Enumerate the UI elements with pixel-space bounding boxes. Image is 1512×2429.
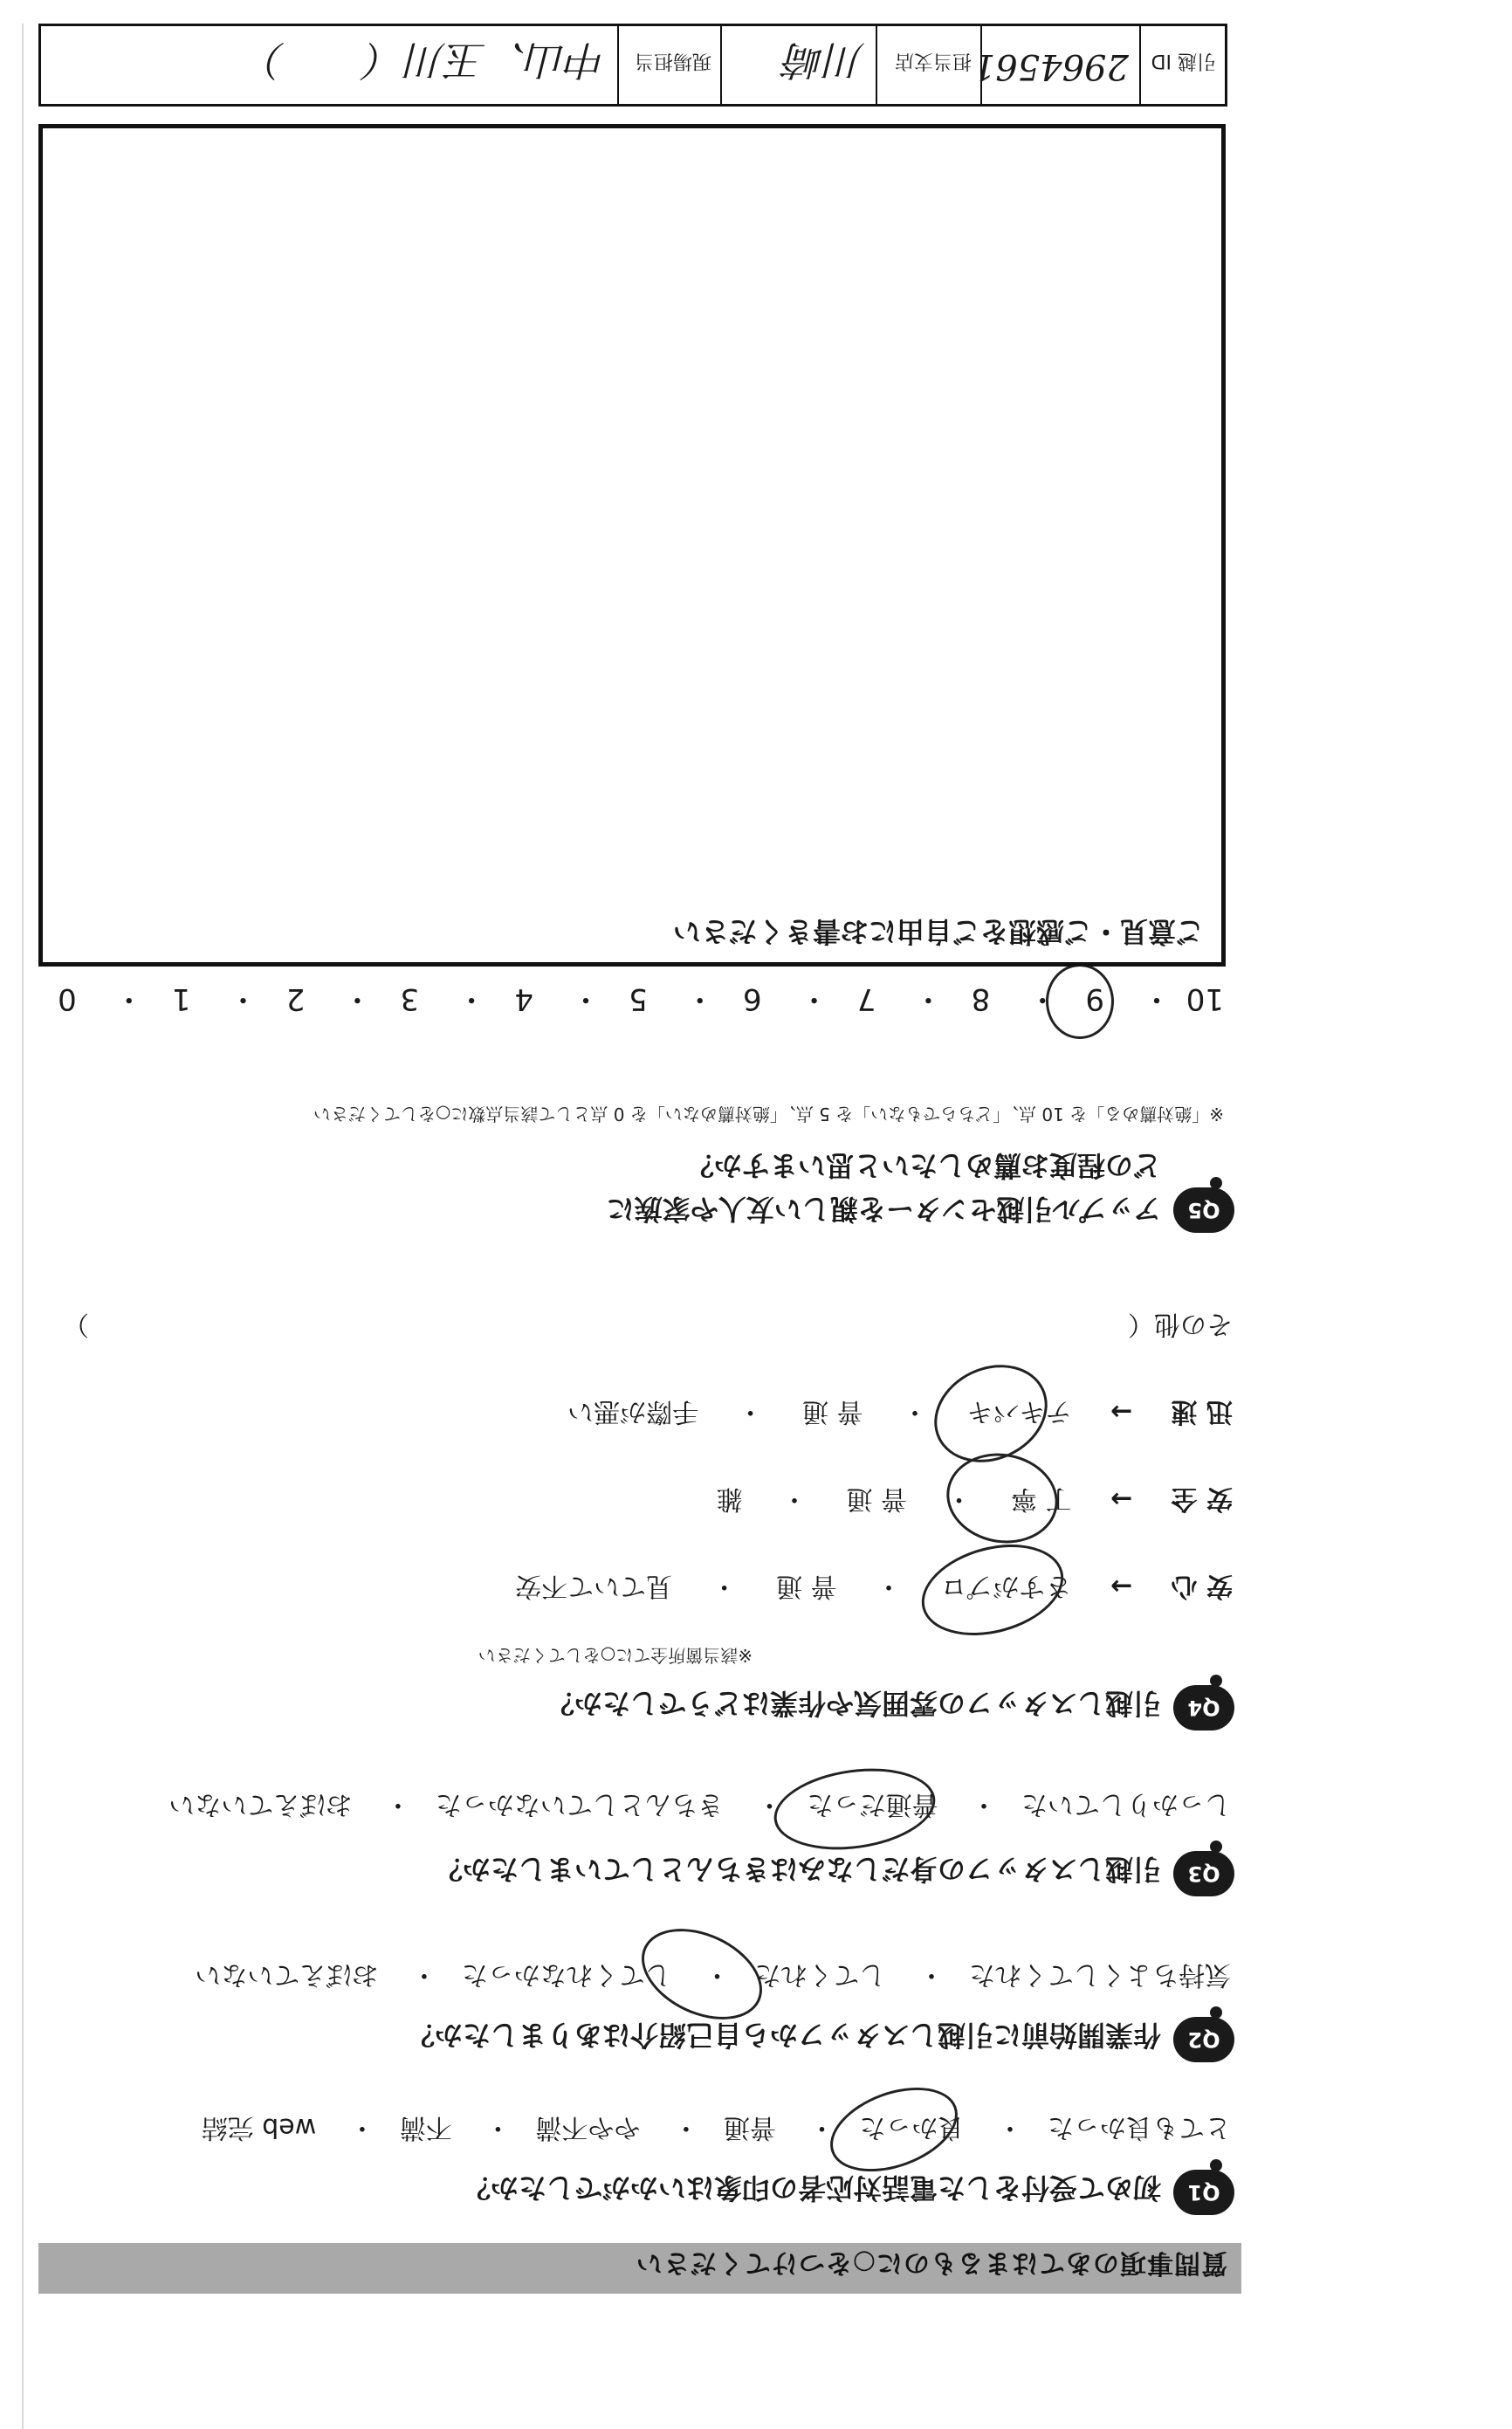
q1-option[interactable]: 良かった xyxy=(859,2112,965,2143)
q2-badge: Q2 xyxy=(1173,2017,1234,2062)
q4-option[interactable]: テキパキ xyxy=(966,1396,1072,1427)
arrow-right-icon: → xyxy=(1110,1396,1133,1427)
q2-options: 気持ちよくしてくれた・ してくれた・ してくれなかった・ おぼえていない xyxy=(195,1958,1231,1997)
q2-option[interactable]: してくれなかった xyxy=(461,1959,671,1990)
q2-option[interactable]: おぼえていない xyxy=(195,1959,379,1990)
q5-selection-mark xyxy=(1046,964,1114,1039)
q5-note: ※「絶対薦める」を 10 点、「どちらでもない」を 5 点、「絶対薦めない」を 0 点として該当点数に○をしてください xyxy=(313,1104,1224,1125)
q1-text: 初めて受付をした電話対応者の印象はいかがでしたか？ xyxy=(462,2171,1161,2205)
q1-badge: Q1 xyxy=(1173,2170,1234,2215)
q3-option[interactable]: しっかりしていた xyxy=(1021,1789,1231,1820)
q4-row-label: 安 心 xyxy=(1171,1571,1233,1601)
branch-label-cell xyxy=(876,26,980,104)
q1-option[interactable]: 不満 xyxy=(399,2112,452,2143)
q1-option[interactable]: やや不満 xyxy=(535,2112,641,2143)
q4-text: 引越しスタッフの雰囲気や作業はどうでしたか？ xyxy=(546,1687,1161,1720)
q4-option[interactable]: 丁 寧 xyxy=(1010,1483,1072,1514)
leader-label-cell xyxy=(617,26,720,104)
q1-option[interactable]: 普通 xyxy=(723,2112,776,2143)
q4-other-close: ） xyxy=(63,1309,89,1339)
scale-value[interactable]: 5 xyxy=(629,981,648,1016)
q4-option[interactable]: 普 通 xyxy=(846,1483,908,1514)
q4-row-label: 迅 速 xyxy=(1171,1396,1233,1427)
scale-value[interactable]: 7 xyxy=(856,981,876,1016)
leader-value: 中山、玉川（ ） xyxy=(245,37,607,84)
q4-option[interactable]: 手際が悪い xyxy=(567,1396,699,1427)
q2-text: 作業開始前に引越しスタッフから自己紹介はありましたか？ xyxy=(406,2019,1161,2052)
scale-value[interactable]: 6 xyxy=(742,981,762,1016)
branch-value: 川崎 xyxy=(785,37,865,84)
q4-option[interactable]: さすがプロ xyxy=(940,1571,1072,1601)
id-value: 2964561 xyxy=(972,46,1129,86)
arrow-right-icon: → xyxy=(1110,1571,1133,1601)
q3-option[interactable]: おぼえていない xyxy=(168,1789,353,1820)
q4-row-label: 安 全 xyxy=(1171,1483,1233,1514)
q1-option[interactable]: web 完結 xyxy=(201,2112,317,2143)
q4-row-1: 安 心 → さすがプロ ・ 普 通 ・ 見ていて不安 xyxy=(515,1571,1233,1601)
leader-label: 現場担当 xyxy=(634,50,711,72)
branch-value-cell xyxy=(720,26,876,104)
q5-text-line1: アップル引越センターを親しい友人や家族に xyxy=(606,1193,1161,1226)
q4-row-3: 迅 速 → テキパキ ・ 普 通 ・ 手際が悪い xyxy=(567,1396,1233,1427)
comments-title: ご意見・ご感想をご自由にお書きください xyxy=(672,915,1204,948)
q2-option[interactable]: 気持ちよくしてくれた xyxy=(969,1959,1231,1990)
id-label: 引越 ID xyxy=(1151,50,1216,72)
q4-other xyxy=(1128,1308,1233,1346)
leader-value-cell xyxy=(41,26,617,104)
q3-options: しっかりしていた・ 普通だった・ きちんとしていなかった・ おぼえていない xyxy=(168,1788,1231,1827)
q1-option[interactable]: とても良かった xyxy=(1048,2112,1231,2143)
comments-box[interactable] xyxy=(38,124,1226,967)
q4-option[interactable]: 雑 xyxy=(716,1483,743,1514)
q4-option[interactable]: 見ていて不安 xyxy=(515,1571,673,1601)
q4-badge: Q4 xyxy=(1173,1685,1234,1731)
instruction-banner xyxy=(38,2243,1241,2294)
branch-label: 担当支店 xyxy=(894,50,972,72)
scale-value[interactable]: 10 xyxy=(1186,981,1224,1016)
q3-option[interactable]: 普通だった xyxy=(807,1789,938,1820)
scale-value[interactable]: 9 xyxy=(1085,981,1105,1016)
q4-option[interactable]: 普 通 xyxy=(776,1571,837,1601)
id-value-cell xyxy=(972,26,1139,104)
scale-value[interactable]: 1 xyxy=(171,981,191,1016)
staff-info-table xyxy=(38,24,1227,107)
q2-option[interactable]: してくれた xyxy=(754,1959,886,1990)
q1-options: とても良かった・ 良かった・ 普通・ やや不満・ 不満・ web 完結 xyxy=(202,2111,1231,2150)
scale-value[interactable]: 4 xyxy=(514,981,533,1016)
q3-text: 引越しスタッフの身だしなみはきちんとしていましたか？ xyxy=(434,1853,1161,1886)
q4-note: ※該当箇所全てに○をしてください xyxy=(478,1645,753,1666)
q3-badge: Q3 xyxy=(1173,1851,1234,1896)
scale-value[interactable]: 2 xyxy=(285,981,306,1016)
q5-badge: Q5 xyxy=(1173,1187,1234,1233)
q5-text-line2: どの程度お薦めしたいと思いますか？ xyxy=(685,1149,1161,1182)
instruction-text: 質問事項のあてはまるものに○をつけてください xyxy=(635,2247,1227,2278)
scale-value[interactable]: 0 xyxy=(58,981,77,1016)
id-label-cell xyxy=(1139,26,1225,104)
q4-option[interactable]: 普 通 xyxy=(802,1396,863,1427)
q3-option[interactable]: きちんとしていなかった xyxy=(435,1789,724,1820)
q5-scale: 10・ 9・ 8・ 7・ 6・ 5・ 4・ 3・ 2・ 1・ 0 xyxy=(52,981,1224,1023)
arrow-right-icon: → xyxy=(1110,1483,1133,1514)
q4-other-label: その他（ xyxy=(1128,1309,1233,1339)
scale-value[interactable]: 3 xyxy=(400,981,420,1016)
q4-row-2: 安 全 → 丁 寧 ・ 普 通 ・ 雑 xyxy=(716,1483,1233,1514)
scale-value[interactable]: 8 xyxy=(971,981,991,1016)
